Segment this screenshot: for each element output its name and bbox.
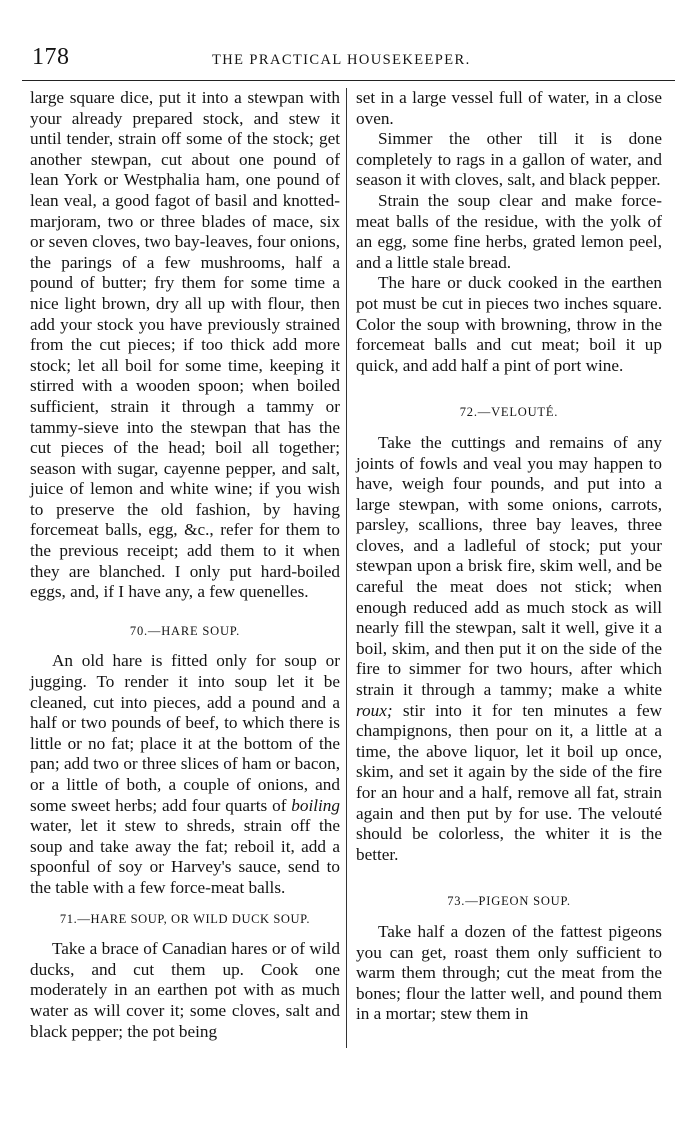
continued-paragraph: large square dice, put it into a stewpan with your already prepared stock, and stew it until tender, strain off some of the stock; get another stewpan, cut about one pound of lean York or Westphalia ham, one pound of lean veal, a good fagot of basil and knotted-marjoram, two or three blades of mace, six or seven cloves, two bay-leaves, four onions, the parings of a few mushrooms, half a pound of butter; fry them for some time a nice light brown, dry all up with flour, then add your stock you have previously strained from the cut pieces; if too thick add more stock; let all boil for some time, keeping it stirred with a wooden spoon; when boiled sufficient, strain it through a tammy or tammy-sieve into the stewpan that has the cut pieces of the head; boil all together; season with sugar, cayenne pepper, and salt, juice of lemon and white wine; if you wish to preserve the old fashion, by having forcemeat balls, egg, &c., refer for them to the previous receipt; add them to it when they are blanched. I only put hard-boiled eggs, and, if I have any, a few quenelles. — [30, 88, 340, 602]
recipe-71-paragraph-d: The hare or duck cooked in the earthen pot must be cut in pieces two inches square. Color the soup with browning, throw in the forcemeat balls and cut meat; boil it up quick, and add half a pint of port wine. — [356, 273, 662, 375]
recipe-71-paragraph-b: Simmer the other till it is done completely to rags in a gallon of water, and season it with cloves, salt, and black pepper. — [356, 129, 662, 190]
emphasis-boiling: boiling — [291, 795, 340, 815]
recipe-heading-73: 73.—PIGEON SOUP. — [447, 894, 571, 909]
recipe-heading-72: 72.—VELOUTÉ. — [459, 405, 559, 420]
recipe-70-paragraph: An old hare is fitted only for soup or jugging. To render it into soup let it be cleaned, cut into pieces, add a pound and a half or two pounds of beef, to which there is little or no fat; place it at the bottom of the pan; add two or three slices of ham or bacon, or a little of both, a couple of onions, and some sweet herbs; add four quarts of boiling water, let it stew to shreds, strain off the soup and take away the fat; reboil it, add a spoonful of soy or Harvey's sauce, send to the table with a few force-meat balls. — [30, 651, 340, 897]
header-rule — [22, 80, 675, 81]
recipe-71-continued: set in a large vessel full of water, in a close oven. — [356, 88, 662, 128]
recipe-71-paragraph-c: Strain the soup clear and make force-meat balls of the residue, with the yolk of an egg, some fine herbs, grated lemon peel, and a little stale bread. — [356, 190, 662, 272]
recipe-heading-71: 71.—HARE SOUP, OR WILD DUCK SOUP. — [59, 911, 311, 926]
column-divider — [346, 88, 347, 1048]
left-column — [30, 88, 340, 1042]
recipe-72-paragraph: Take the cuttings and remains of any joints of fowls and veal you may happen to have, weigh four pounds, and put into a large stewpan, with some onions, carrots, parsley, scallions, three bay leaves, three cloves, and a ladleful of stock; put your stewpan upon a brisk fire, skim well, and be careful the meat does not stick; when enough reduced add as much stock as will nearly fill the stewpan, salt it well, give it a boil, skim, and then put it on the side of the fire to simmer for two hours, after which strain it through a tammy; make a white roux; stir into it for ten minutes a few champignons, then pour on it, a little at a time, the above liquor, let it boil up once, skim, and set it again by the side of the fire for an hour and a half, remove all fat, strain again and then put by for use. The velouté should be colorless, the whiter it is the better. — [356, 432, 662, 864]
page-header — [22, 40, 677, 76]
recipe-71-paragraph: Take a brace of Canadian hares or of wild ducks, and cut them up. Cook one moderately in an earthen pot with as much water as will cover it; some cloves, salt and black pepper; the pot being — [30, 939, 340, 1041]
page-number: 178 — [32, 44, 70, 70]
recipe-heading-70: 70.—HARE SOUP. — [129, 623, 241, 638]
right-column — [356, 88, 662, 1025]
running-head: THE PRACTICAL HOUSEKEEPER. — [212, 52, 471, 68]
recipe-73-paragraph: Take half a dozen of the fattest pigeons you can get, roast them only sufficient to warm them through; cut the meat from the bones; flour the latter well, and pound them in a mortar; stew them in — [356, 921, 662, 1024]
emphasis-roux: roux; — [356, 700, 393, 720]
